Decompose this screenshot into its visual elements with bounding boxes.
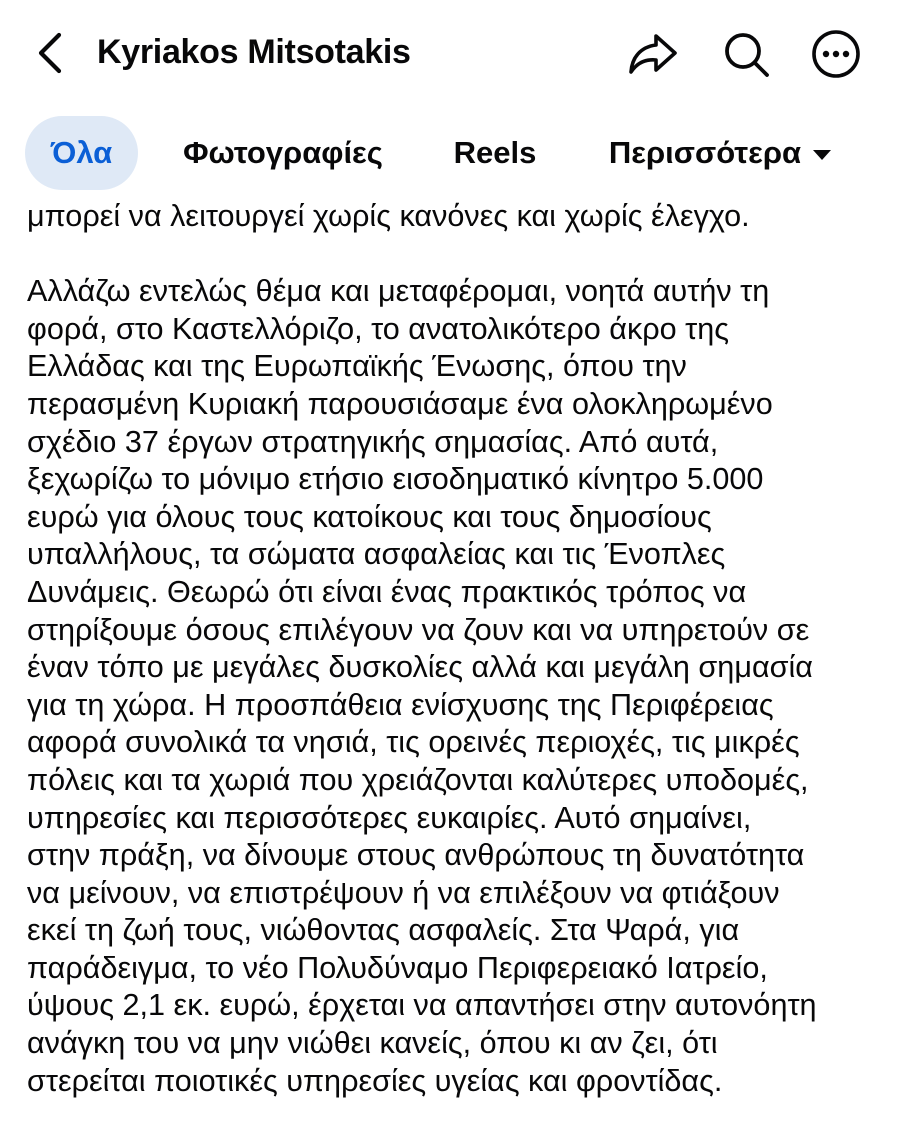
caret-down-icon (813, 150, 831, 160)
post-line: υπαλλήλους, τα σώματα ασφαλείας και τις Ένοπλες (27, 537, 726, 572)
post-line: Αλλάζω εντελώς θέμα και μεταφέρομαι, νοητά αυτήν τη (27, 274, 770, 309)
search-icon (722, 30, 770, 78)
paragraph-gap (27, 236, 887, 274)
post-line: στηρίξουμε όσους επιλέγουν να ζουν και να υπηρετούν σε (27, 612, 810, 647)
tab-photos-label: Φωτογραφίες (183, 135, 383, 170)
post-line: να μείνουν, να επιστρέψουν ή να επιλέξουν να φτιάξουν (27, 875, 780, 910)
tab-more-label: Περισσότερα (608, 135, 802, 170)
more-options-icon (810, 28, 862, 80)
post-paragraph-2 (27, 273, 887, 1100)
tab-photos[interactable] (172, 116, 394, 190)
post-line: έναν τόπο με μεγάλες δυσκολίες αλλά και μεγάλη σημασία (27, 650, 813, 685)
back-button[interactable] (28, 28, 72, 78)
post-line: φορά, στο Καστελλόριζο, το ανατολικότερο άκρο της (27, 311, 730, 346)
post-text (27, 198, 887, 1100)
tab-all[interactable] (25, 116, 138, 190)
post-line: Δυνάμεις. Θεωρώ ότι είναι ένας πρακτικός τρόπος να (27, 574, 747, 609)
profile-header (0, 0, 900, 104)
post-line: στην πράξη, να δίνουμε στους ανθρώπους τη δυνατότητα (27, 838, 805, 873)
tab-reels[interactable] (446, 116, 544, 190)
post-line: ανάγκη του να μην νιώθει κανείς, όπου κι αν ζει, ότι (27, 1026, 718, 1061)
tab-reels-label: Reels (453, 135, 537, 170)
profile-tabs (0, 112, 900, 194)
post-paragraph-1: μπορεί να λειτουργεί χωρίς κανόνες και χωρίς έλεγχο. (27, 199, 750, 233)
post-line: περασμένη Κυριακή παρουσιάσαμε ένα ολοκληρωμένο (27, 386, 773, 421)
tab-more[interactable] (594, 116, 846, 190)
back-arrow-icon (35, 31, 65, 75)
post-line: Ελλάδας και της Ευρωπαϊκής Ένωσης, όπου την (27, 349, 687, 384)
post-line: παράδειγμα, το νέο Πολυδύναμο Περιφερειακό Ιατρείο, (27, 950, 768, 985)
post-line: υπηρεσίες και περισσότερες ευκαιρίες. Αυτό σημαίνει, (27, 800, 752, 835)
post-line: πόλεις και τα χωριά που χρειάζονται καλύτερες υποδομές, (27, 762, 809, 797)
post-line: σχέδιο 37 έργων στρατηγικής σημασίας. Από αυτά, (27, 424, 719, 459)
post-line: ύψους 2,1 εκ. ευρώ, έρχεται να απαντήσει στην αυτονόητη (27, 988, 817, 1023)
post-line: για τη χώρα. Η προσπάθεια ενίσχυσης της Περιφέρειας (27, 687, 774, 722)
tab-all-label: Όλα (50, 135, 113, 170)
share-icon (628, 32, 678, 76)
post-line: ευρώ για όλους τους κατοίκους και τους δημοσίους (27, 499, 712, 534)
post-line: αφορά συνολικά τα νησιά, τις ορεινές περιοχές, τις μικρές (27, 725, 800, 760)
more-options-button[interactable] (810, 28, 862, 80)
post-line: στερείται ποιοτικές υπηρεσίες υγείας και φροντίδας. (27, 1063, 723, 1098)
search-button[interactable] (720, 28, 772, 80)
page-title: Kyriakos Mitsotakis (97, 33, 411, 71)
post-line: εκεί τη ζωή τους, νιώθοντας ασφαλείς. Στα Ψαρά, για (27, 913, 740, 948)
share-button[interactable] (627, 28, 679, 80)
post-line: ξεχωρίζω το μόνιμο ετήσιο εισοδηματικό κίνητρο 5.000 (27, 462, 764, 497)
